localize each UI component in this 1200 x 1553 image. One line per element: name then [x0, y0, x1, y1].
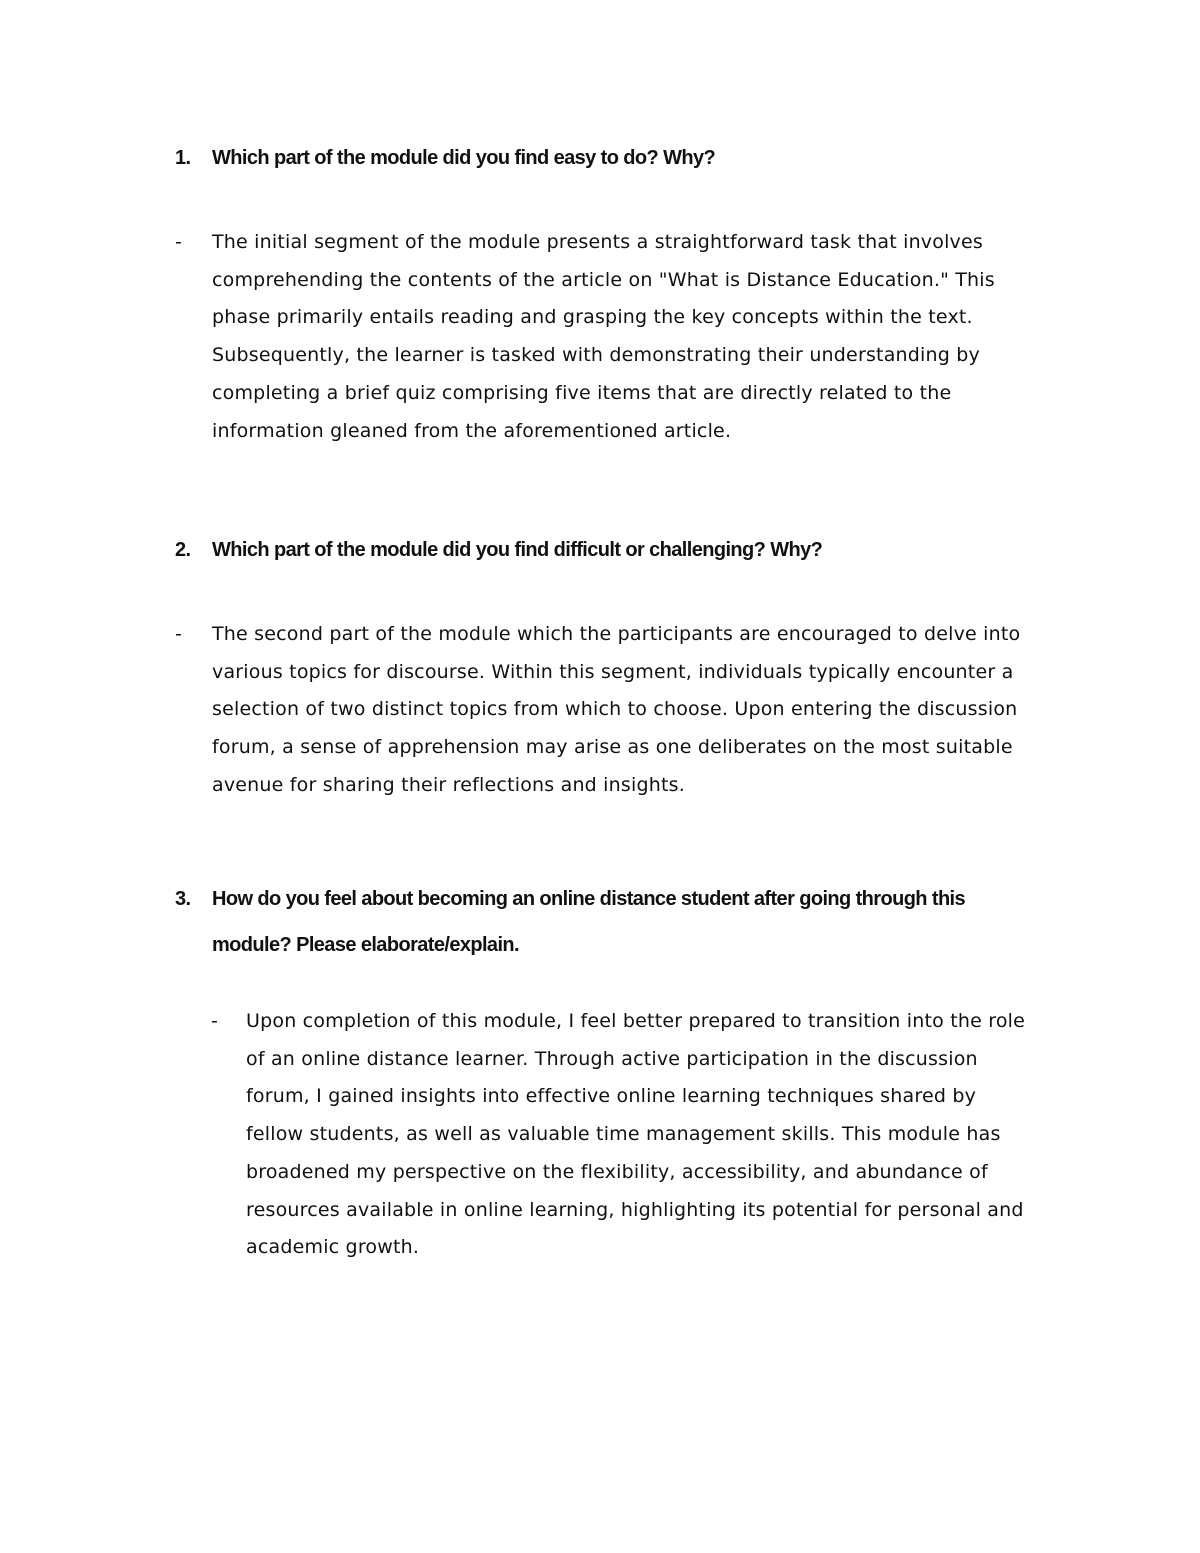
answer-1	[175, 224, 1045, 450]
question-2	[175, 536, 995, 564]
question-text: How do you feel about becoming an online distance student after going through this module? Please elaborate/explain.	[212, 888, 966, 956]
answer-text: The initial segment of the module presents a straightforward task that involves comprehending the contents of the article on "What is Distance Education." This phase primarily entails reading and grasping the key concepts within the text. Subsequently, the learner is tasked with demonstrating their understanding by completing a brief quiz comprising five items that are directly related to the information gleaned from the aforementioned article.	[212, 231, 995, 442]
question-number: 1.	[175, 147, 191, 169]
question-text: Which part of the module did you find easy to do? Why?	[212, 147, 716, 169]
answer-text: The second part of the module which the participants are encouraged to delve into various topics for discourse. Within this segment, individuals typically encounter a selection of two distinct topics from which to choose. Upon entering the discussion forum, a sense of apprehension may arise as one deliberates on the most suitable avenue for sharing their reflections and insights.	[212, 623, 1021, 796]
question-number: 3.	[175, 888, 191, 910]
answer-bullet: -	[175, 231, 183, 253]
answer-bullet: -	[175, 623, 183, 645]
question-3	[175, 876, 1055, 968]
question-text: Which part of the module did you find difficult or challenging? Why?	[212, 539, 823, 561]
answer-bullet: -	[211, 1010, 219, 1032]
question-1	[175, 144, 995, 172]
answer-3	[211, 1003, 1036, 1267]
answer-text: Upon completion of this module, I feel better prepared to transition into the role of an online distance learner. Through active participation in the discussion forum, I gained insights into effective online learning techniques shared by fellow students, as well as valuable time management skills. This module has broadened my perspective on the flexibility, accessibility, and abundance of resources available in online learning, highlighting its potential for personal and academic growth.	[246, 1010, 1026, 1259]
question-number: 2.	[175, 539, 191, 561]
answer-2	[175, 616, 1045, 805]
